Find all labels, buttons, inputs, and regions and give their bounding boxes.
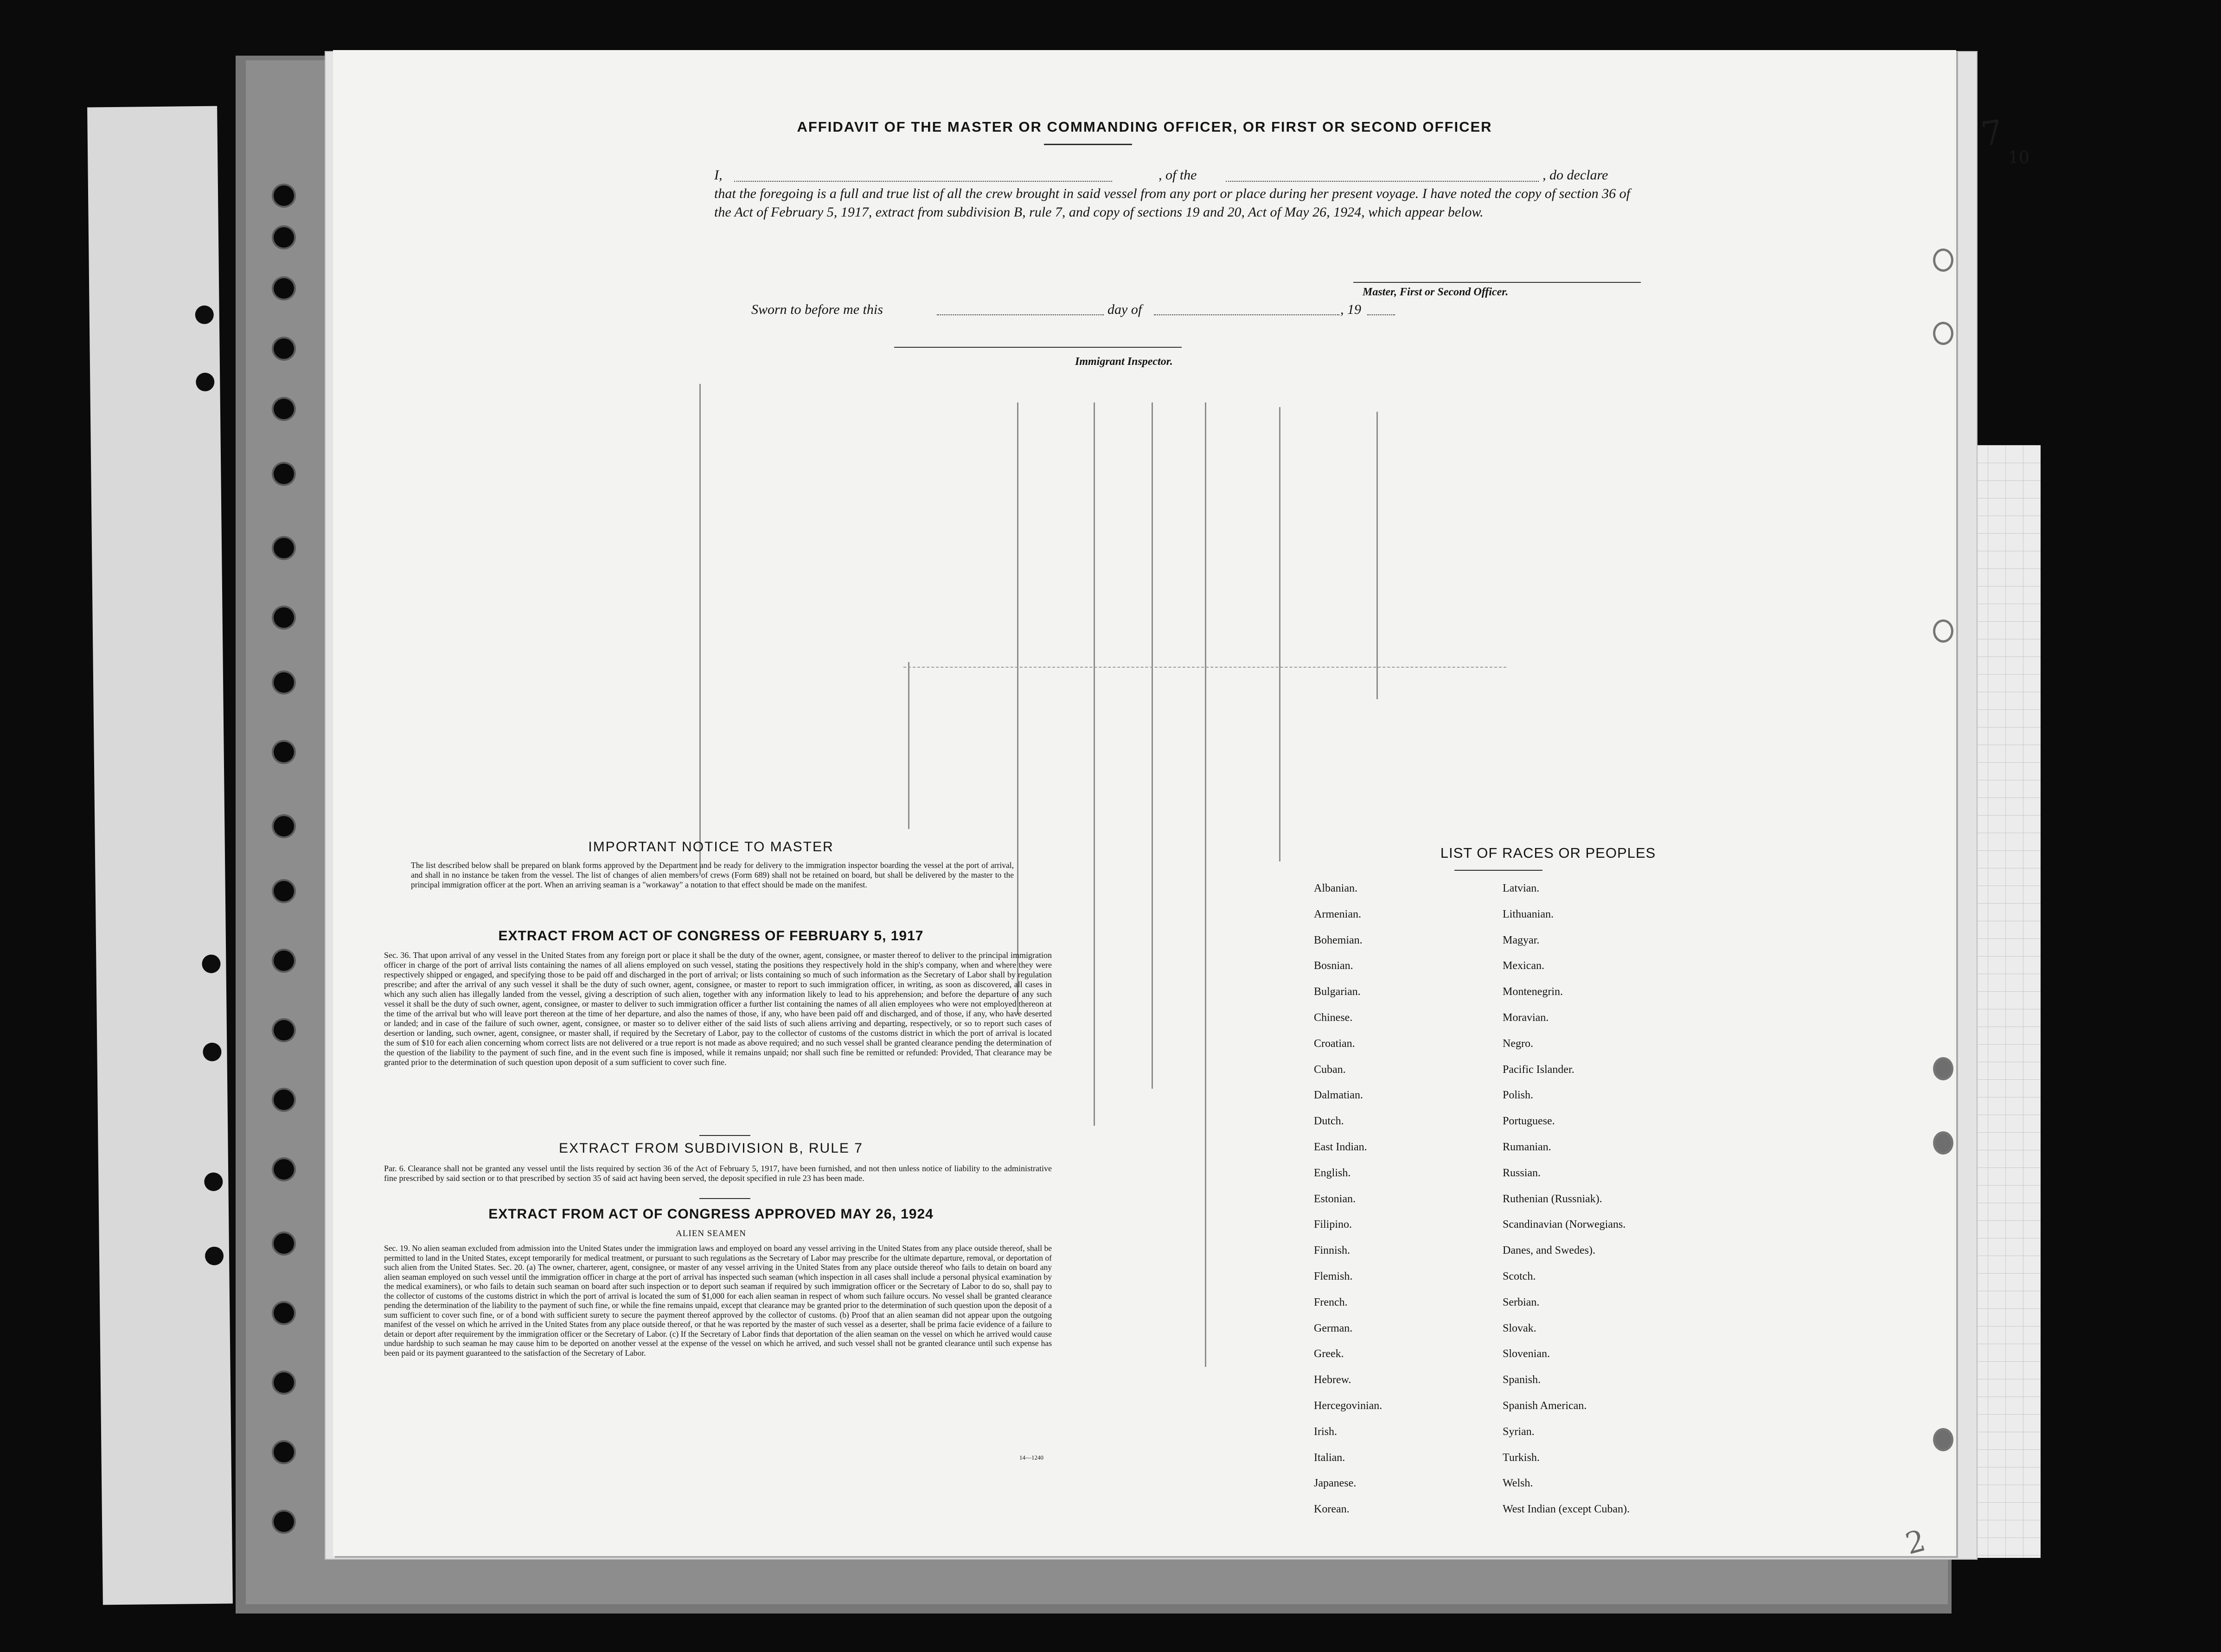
ring-hole	[1933, 249, 1953, 272]
punch-hole	[204, 1173, 223, 1191]
punch-hole	[196, 373, 214, 391]
binder-rivet	[274, 538, 294, 558]
race-item: Irish.	[1314, 1425, 1337, 1438]
notice-text: The list described below shall be prepared on blank forms approved by the Department and be ready for delivery to the immigration inspector boarding the vessel at the port of arrival, and shall in no instance be taken from the vessel. The list of changes of alien members of crews (Form 689) shall not be retained on board, but shall be delivered by the master to the principal immigration officer at the port. When an arriving seaman is a "workaway" a notation to that effect should be made on the manifest.	[411, 861, 1014, 889]
binder-rivet	[274, 742, 294, 762]
binder-rivet	[274, 1303, 294, 1323]
race-item: Moravian.	[1503, 1011, 1549, 1024]
bleed-through-line	[699, 384, 701, 875]
affidavit-i-label: I,	[714, 167, 723, 183]
race-item: Bosnian.	[1314, 960, 1353, 972]
section-rule	[699, 1135, 750, 1136]
binder-rivet	[274, 881, 294, 901]
race-item: Chinese.	[1314, 1011, 1353, 1024]
binder-rivet	[274, 1372, 294, 1393]
race-item: Syrian.	[1503, 1425, 1535, 1438]
race-item: Pacific Islander.	[1503, 1063, 1575, 1076]
extract-1924-text: Sec. 19. No alien seaman excluded from admission into the United States under the immigration laws and employed on board any vessel arriving in the United States from any place outside thereof, shall be permitted to land in the United States, except temporarily for medical treatment, or pursuant to such regulations as the Secretary of Labor may prescribe for the ultimate departure, removal, or deportation of such alien from the United States. Sec. 20. (a) The owner, charterer, agent, consignee, or master of any vessel arriving in the United States from any place outside thereof who fails to detain on board any alien seaman employed on such vessel until the immigration officer in charge at the port of arrival has inspected such seaman (which inspection in all cases shall include a personal physical examination by the medical examiners), or who fails to detain such seaman on board after such inspection or to deport such seaman if required by such immigration officer or the Secretary of Labor to do so, shall pay to the collector of customs of the customs district in which the port of arrival is located the sum of $1,000 for each alien seaman in respect of whom such failure occurs. No vessel shall be granted clearance pending the determination of the liability to the payment of such fine, or while the fine remains unpaid, except that clearance may be granted prior to the determination of such question upon the deposit of a sum sufficient to cover such fine, or of a bond with sufficient surety to secure the payment thereof approved by the collector of customs. (b) Proof that an alien seaman did not appear upon the outgoing manifest of the vessel on which he arrived in the United States from any place outside thereof, or that he was reported by the master of such vessel as a deserter, shall be prima facie evidence of a failure to detain or deport after requirement by the immigration officer or the Secretary of Labor. (c) If the Secretary of Labor finds that deportation of the alien seaman on the vessel on which he arrived would cause undue hardship to such seaman he may cause him to be deported on another vessel at the expense of the vessel on which he arrived, and such vessel shall not be granted clearance until such expense has been paid or its payment guaranteed to the satisfaction of the Secretary of Labor.	[384, 1244, 1052, 1358]
race-item: Slovenian.	[1503, 1348, 1550, 1360]
bleed-through-line	[1017, 402, 1018, 1014]
binder-rivet	[274, 672, 294, 693]
races-right-column	[1503, 876, 1630, 1523]
race-item: Scotch.	[1503, 1270, 1536, 1282]
form-number: 14—1240	[1019, 1454, 1043, 1461]
race-item: Spanish American.	[1503, 1399, 1587, 1412]
race-item: Greek.	[1314, 1348, 1344, 1360]
race-item: East Indian.	[1314, 1141, 1367, 1153]
races-rule	[1454, 870, 1543, 871]
binder-rivet	[274, 950, 294, 971]
binder-rivet	[274, 1020, 294, 1040]
sworn-day-field[interactable]	[937, 314, 1104, 315]
race-item: Italian.	[1314, 1451, 1345, 1464]
punch-hole	[205, 1247, 224, 1265]
race-item: Filipino.	[1314, 1218, 1352, 1231]
race-item: French.	[1314, 1296, 1348, 1308]
race-item: Magyar.	[1503, 934, 1540, 946]
bleed-through-line	[1279, 407, 1280, 861]
race-item: Latvian.	[1503, 882, 1540, 894]
race-item: Bohemian.	[1314, 934, 1363, 946]
sworn-year-field[interactable]	[1367, 314, 1395, 315]
race-item: Russian.	[1503, 1167, 1541, 1179]
race-item: Negro.	[1503, 1037, 1533, 1050]
race-item: Flemish.	[1314, 1270, 1353, 1282]
inspector-signature-line[interactable]	[894, 347, 1182, 348]
race-item: Korean.	[1314, 1503, 1350, 1516]
name-field[interactable]	[734, 181, 1112, 182]
race-item: Scandinavian (Norwegians. Danes, and Swedes).	[1503, 1218, 1626, 1257]
race-item: German.	[1314, 1322, 1353, 1334]
sworn-label: Sworn to before me this	[751, 302, 883, 317]
affidavit-title: AFFIDAVIT OF THE MASTER OR COMMANDING OFFICER, OR FIRST OR SECOND OFFICER	[797, 119, 1492, 135]
race-item: Mexican.	[1503, 960, 1544, 972]
punch-hole	[202, 955, 220, 973]
title-rule	[1044, 144, 1132, 145]
year-label: , 19	[1340, 302, 1361, 317]
affidavit-declare-label: , do declare	[1543, 167, 1608, 183]
ring-hole	[1933, 619, 1953, 643]
bleed-through-line	[1205, 402, 1206, 1367]
affidavit-text: that the foregoing is a full and true list of all the crew brought in said vessel from any port or place during her present voyage. I have noted the copy of section 36 of the Act of February 5, 1917, extract from subdivision B, rule 7, and copy of sections 19 and 20, Act of May 26, 1924, which appear below.	[714, 186, 1630, 220]
race-item: Polish.	[1503, 1089, 1534, 1102]
bleed-through-line	[1094, 402, 1095, 1126]
race-item: Ruthenian (Russniak).	[1503, 1193, 1602, 1205]
race-item: Spanish.	[1503, 1374, 1541, 1386]
binder-rivet	[274, 1442, 294, 1462]
inspector-label: Immigrant Inspector.	[1075, 356, 1173, 368]
extract-1924-subtitle: ALIEN SEAMEN	[676, 1229, 746, 1238]
race-item: Lithuanian.	[1503, 908, 1554, 920]
bleed-through-line	[908, 662, 909, 829]
race-item: Slovak.	[1503, 1322, 1536, 1334]
handwritten-number-small: 10	[2008, 148, 2029, 167]
handwritten-mark: 2	[1902, 1523, 1929, 1562]
race-item: Montenegrin.	[1503, 986, 1563, 998]
signature-label: Master, First or Second Officer.	[1363, 286, 1509, 298]
race-item: Armenian.	[1314, 908, 1361, 920]
ring-hole	[1933, 1131, 1953, 1154]
extract-1917-title: EXTRACT FROM ACT OF CONGRESS OF FEBRUARY 5, 1917	[498, 928, 924, 944]
bleed-through-line	[1152, 402, 1153, 1089]
binder-rivet	[274, 607, 294, 628]
handwritten-number: 7	[1978, 112, 2005, 154]
race-item: Turkish.	[1503, 1451, 1540, 1464]
binder-rivet	[274, 816, 294, 836]
binder-rivet	[274, 399, 294, 419]
binder-rivet	[274, 1512, 294, 1532]
race-item: Portuguese.	[1503, 1115, 1555, 1128]
race-item: Albanian.	[1314, 882, 1357, 894]
sworn-month-field[interactable]	[1154, 314, 1339, 315]
vessel-field[interactable]	[1226, 181, 1539, 182]
section-rule	[699, 1198, 750, 1199]
bleed-through-dashed-line	[903, 667, 1506, 668]
races-title: LIST OF RACES OR PEOPLES	[1440, 845, 1656, 861]
notice-title: IMPORTANT NOTICE TO MASTER	[588, 839, 834, 855]
extract-1924-title: EXTRACT FROM ACT OF CONGRESS APPROVED MAY 26, 1924	[488, 1206, 934, 1222]
race-item: Rumanian.	[1503, 1141, 1551, 1153]
binder-rivet	[274, 1233, 294, 1254]
extract-rule7-text: Par. 6. Clearance shall not be granted any vessel until the lists required by section 36 of the Act of February 5, 1917, have been furnished, and not then unless notice of liability to the administrative fine prescribed by said section or to that prescribed by section 35 of said act having been served, the deposit specified in rule 23 has been made.	[384, 1164, 1052, 1183]
race-item: Cuban.	[1314, 1063, 1346, 1076]
binder-rivet	[274, 227, 294, 248]
ring-hole	[1933, 1428, 1953, 1451]
binder-rivet	[274, 278, 294, 299]
binder-rivet	[274, 338, 294, 359]
punch-hole	[203, 1043, 221, 1061]
race-item: English.	[1314, 1167, 1351, 1179]
binder-rivet	[274, 1159, 294, 1180]
extract-rule7-title: EXTRACT FROM SUBDIVISION B, RULE 7	[559, 1141, 863, 1156]
ring-hole	[1933, 1057, 1953, 1080]
ring-hole	[1933, 322, 1953, 345]
race-item: Serbian.	[1503, 1296, 1540, 1308]
race-item: Hercegovinian.	[1314, 1399, 1383, 1412]
race-item: Bulgarian.	[1314, 986, 1361, 998]
binder-rivet	[274, 1090, 294, 1110]
race-item: Hebrew.	[1314, 1374, 1351, 1386]
extract-1917-text: Sec. 36. That upon arrival of any vessel in the United States from any foreign port or place it shall be the duty of the owner, agent, consignee, or master thereof to deliver to the principal immigration officer in charge of the port of arrival lists containing the names of all aliens employed on such vessel, stating the positions they respectively hold in the ship's company, when and where they were respectively shipped or engaged, and specifying those to be paid off and discharged in the port of arrival; or lists containing so much of such information as the Secretary of Labor shall by regulation prescribe; and after the arrival of any such vessel it shall be the duty of such owner, agent, consignee, or master to report to such immigration officer, in writing, as soon as discovered, all cases in which any such alien has illegally landed from the vessel, giving a description of such alien, together with any information likely to lead to his apprehension; and before the departure of any such vessel it shall be the duty of such owner, agent, consignee, or master to deliver to such immigration officer a further list containing the names of all alien employees who were not employed thereon at the time of the arrival but who will leave port thereon at the time of her departure, and also the names of those, if any, who have been paid off and discharged, and of those, if any, who have deserted or landed; and in case of the failure of such owner, agent, consignee, or master so to deliver either of the said lists of such aliens arriving and departing, respectively, or so to report such cases of desertion or landing, such owner, agent, consignee, or master shall, if required by the Secretary of Labor, pay to the collector of customs of the customs district in which the port of arrival is located the sum of $10 for each alien concerning whom correct lists are not delivered or a true report is not made as above required; and no such vessel shall be granted clearance pending the determination of the question of the liability to the payment of such fine, and in the event such fine is imposed, while it remains unpaid; nor shall such fine be remitted or refunded: Provided, That clearance may be granted prior to the determination of such question upon deposit of a sum sufficient to cover such fine.	[384, 950, 1052, 1067]
race-item: Dutch.	[1314, 1115, 1344, 1128]
race-item: Japanese.	[1314, 1477, 1357, 1490]
punch-hole	[195, 306, 214, 324]
race-item: Estonian.	[1314, 1193, 1356, 1205]
races-left-column	[1314, 876, 1382, 1523]
race-item: Welsh.	[1503, 1477, 1533, 1490]
race-item: Croatian.	[1314, 1037, 1355, 1050]
affidavit-of-label: , of the	[1159, 167, 1197, 183]
day-of-label: day of	[1107, 302, 1142, 317]
manifest-page	[333, 50, 1956, 1556]
race-item: West Indian (except Cuban).	[1503, 1503, 1630, 1516]
race-item: Dalmatian.	[1314, 1089, 1363, 1102]
left-binder-strip	[87, 106, 233, 1605]
binder-rivet	[274, 185, 294, 206]
bleed-through-line	[1376, 412, 1378, 699]
binder-rivet	[274, 464, 294, 484]
race-item: Finnish.	[1314, 1244, 1351, 1257]
